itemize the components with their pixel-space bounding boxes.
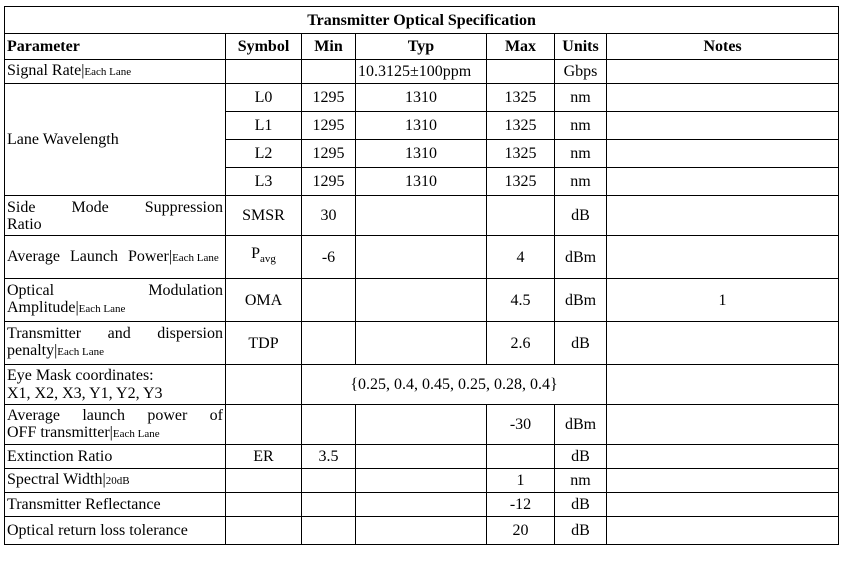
- wl-typ: 1310: [356, 168, 487, 196]
- wl-max: 1325: [487, 140, 555, 168]
- table-title: Transmitter Optical Specification: [5, 7, 839, 34]
- param-smsr: Side Mode Suppression Ratio: [5, 196, 226, 236]
- row-orl: [5, 517, 839, 545]
- wl-min: 1295: [302, 168, 356, 196]
- smsr-units: dB: [555, 196, 607, 236]
- spectral-max: 1: [487, 469, 555, 493]
- tdp-units: dB: [555, 322, 607, 365]
- off-power-units: dBm: [555, 405, 607, 445]
- param-spectral: Spectral Width|20dB: [5, 469, 226, 493]
- orl-units: dB: [555, 517, 607, 545]
- tdp-symbol: TDP: [226, 322, 302, 365]
- header-parameter: Parameter: [5, 34, 226, 60]
- row-avg-power: [5, 236, 839, 279]
- row-er: [5, 445, 839, 469]
- header-max: Max: [487, 34, 555, 60]
- transmitter-spec-table: [4, 6, 839, 545]
- avg-power-min: -6: [302, 236, 356, 279]
- param-tdp: Transmitter and dispersion penalty|Each Lane: [5, 322, 226, 365]
- oma-notes: 1: [607, 279, 839, 322]
- header-units: Units: [555, 34, 607, 60]
- oma-max: 4.5: [487, 279, 555, 322]
- signal-rate-units: Gbps: [555, 60, 607, 84]
- row-eye-mask: [5, 365, 839, 405]
- param-avg-power: Average Launch Power|Each Lane: [5, 236, 226, 279]
- wl-symbol: L1: [226, 112, 302, 140]
- smsr-symbol: SMSR: [226, 196, 302, 236]
- wl-symbol: L3: [226, 168, 302, 196]
- wl-symbol: L2: [226, 140, 302, 168]
- signal-rate-typ: 10.3125±100ppm: [356, 60, 487, 84]
- param-signal-rate: Signal Rate|Each Lane: [5, 60, 226, 84]
- avg-power-units: dBm: [555, 236, 607, 279]
- wl-min: 1295: [302, 84, 356, 112]
- param-off-power: Average launch power of OFF transmitter|Each Lane: [5, 405, 226, 445]
- wl-units: nm: [555, 140, 607, 168]
- wl-units: nm: [555, 112, 607, 140]
- header-row: [5, 34, 839, 60]
- param-orl: Optical return loss tolerance: [5, 517, 226, 545]
- reflectance-max: -12: [487, 493, 555, 517]
- smsr-min: 30: [302, 196, 356, 236]
- header-notes: Notes: [607, 34, 839, 60]
- wl-max: 1325: [487, 84, 555, 112]
- wl-max: 1325: [487, 112, 555, 140]
- reflectance-units: dB: [555, 493, 607, 517]
- wl-symbol: L0: [226, 84, 302, 112]
- spectral-units: nm: [555, 469, 607, 493]
- row-oma: [5, 279, 839, 322]
- row-off-power: [5, 405, 839, 445]
- er-symbol: ER: [226, 445, 302, 469]
- row-tdp: [5, 322, 839, 365]
- oma-units: dBm: [555, 279, 607, 322]
- wl-max: 1325: [487, 168, 555, 196]
- row-spectral: [5, 469, 839, 493]
- param-reflectance: Transmitter Reflectance: [5, 493, 226, 517]
- er-min: 3.5: [302, 445, 356, 469]
- er-units: dB: [555, 445, 607, 469]
- header-typ: Typ: [356, 34, 487, 60]
- header-min: Min: [302, 34, 356, 60]
- param-eye-mask: Eye Mask coordinates: X1, X2, X3, Y1, Y2, Y3: [5, 365, 226, 405]
- wl-min: 1295: [302, 112, 356, 140]
- off-power-max: -30: [487, 405, 555, 445]
- row-reflectance: [5, 493, 839, 517]
- tdp-max: 2.6: [487, 322, 555, 365]
- wl-min: 1295: [302, 140, 356, 168]
- eye-mask-value: {0.25, 0.4, 0.45, 0.25, 0.28, 0.4}: [302, 365, 607, 405]
- orl-max: 20: [487, 517, 555, 545]
- param-oma: Optical Modulation Amplitude|Each Lane: [5, 279, 226, 322]
- oma-symbol: OMA: [226, 279, 302, 322]
- avg-power-symbol: $P_{avg}$: [226, 236, 302, 279]
- header-symbol: Symbol: [226, 34, 302, 60]
- avg-power-max: 4: [487, 236, 555, 279]
- row-smsr: [5, 196, 839, 236]
- row-signal-rate: [5, 60, 839, 84]
- wl-typ: 1310: [356, 112, 487, 140]
- param-er: Extinction Ratio: [5, 445, 226, 469]
- wl-typ: 1310: [356, 84, 487, 112]
- param-lane-wavelength: Lane Wavelength: [5, 84, 226, 196]
- wl-units: nm: [555, 84, 607, 112]
- wl-typ: 1310: [356, 140, 487, 168]
- wl-units: nm: [555, 168, 607, 196]
- row-wavelength-l0: [5, 84, 839, 112]
